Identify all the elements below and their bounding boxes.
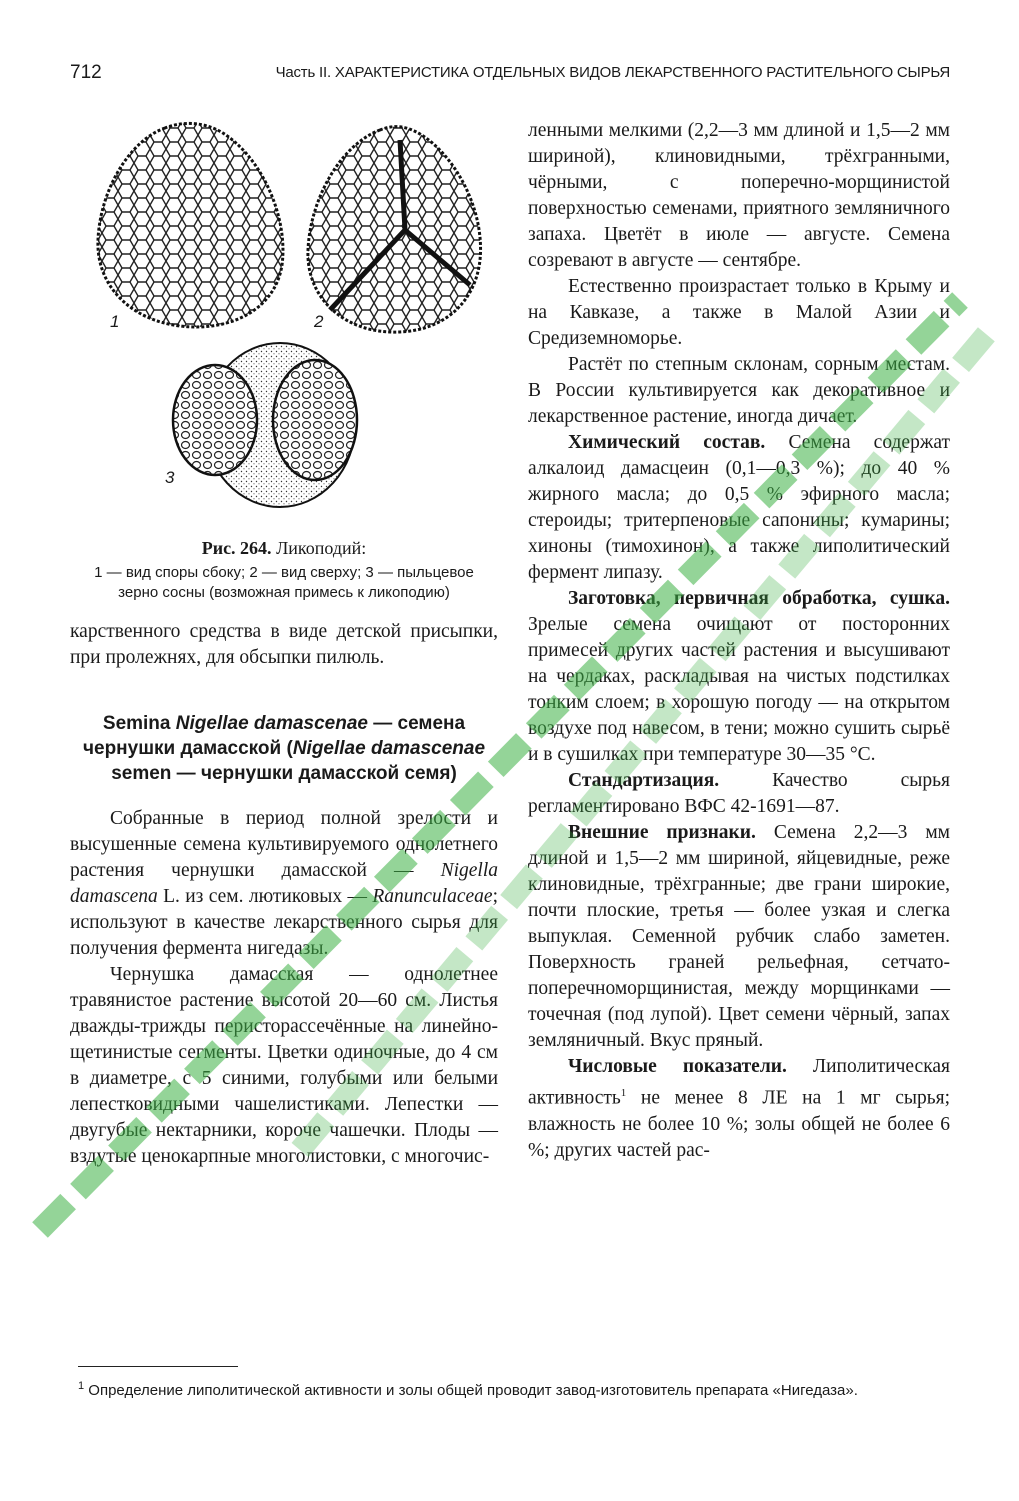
footnote-ref: 1 xyxy=(620,1087,627,1099)
page-header xyxy=(70,62,950,88)
figure-label-1: 1 xyxy=(110,312,120,331)
spore-top-view xyxy=(308,127,481,332)
heading-harvest: Заготовка, первичная обработка, сушка. xyxy=(568,588,950,609)
section-title: Semina Nigellae damascenae — семена чернушки дамасской (Nigellae damascenae semen — чернушки дамасской семя) xyxy=(82,713,486,784)
heading-chemistry: Химический состав. xyxy=(568,432,766,453)
paragraph-seeds: ленными мелкими (2,2—3 мм длиной и 1,5—2 мм шириной), клиновидными, трёхгранными, чёрными, с поперечно-морщинистой поверхностью семенами, приятного земляничного запаха. Цветёт в июле — августе. Семена созревают в августе — сентябре. xyxy=(528,120,950,271)
paragraph-description: Собранные в период полной зрелости и высушенные семена культивируемого однолетнего растения чернушки дамасской — Nigella damascena L. из сем. лютиковых — Ranunculaceae; используют в качестве лекарственного сырья для получения фермента нигедазы. xyxy=(70,808,498,959)
footnote xyxy=(78,1376,950,1401)
running-title: Часть II. ХАРАКТЕРИСТИКА ОТДЕЛЬНЫХ ВИДОВ ЛЕКАРСТВЕННОГО РАСТИТЕЛЬНОГО СЫРЬЯ xyxy=(275,64,950,81)
heading-numeric: Числовые показатели. xyxy=(568,1056,787,1077)
left-column xyxy=(70,100,498,1170)
footnote-rule xyxy=(78,1366,238,1367)
paragraph-harvest: Заготовка, первичная обработка, сушка. Зрелые семена очищают от посторонних примесей других частей растения и высушивают на чердаках, раскладывая на чистых подстилках тонким слоем; в хорошую погоду — на открытом воздухе под навесом, в тени; можно сушить сырьё и в сушилках при температуре 30—35 °C. xyxy=(528,588,950,765)
figure-label-2: 2 xyxy=(314,312,324,331)
heading-external: Внешние признаки. xyxy=(568,822,756,843)
caption-description: 1 — вид споры сбоку; 2 — вид сверху; 3 — пыльцевое зерно сосны (возможная примесь к ликоподию) xyxy=(94,564,474,601)
paragraph-habitat: Растёт по степным склонам, сорным местам. В России культивируется как декоративное и лекарственное растение, иногда дичает. xyxy=(528,354,950,427)
lycopodium-illustration xyxy=(70,100,498,530)
footnote-marker: 1 xyxy=(78,1380,85,1392)
footnote-text: Определение липолитической активности и золы общей проводит завод-изготовитель препарата «Нигедаза». xyxy=(84,1382,858,1399)
paragraph-numeric: Числовые показатели. Липолитическая активность$^1$ не менее 8 ЛЕ на 1 мг сырья; влажность не более 10 %; золы общей не более 6 %; других частей рас- xyxy=(528,1056,951,1161)
pollen-sac-right xyxy=(273,360,357,480)
paragraph-range: Естественно произрастает только в Крыму и на Кавказе, а также в Малой Азии и Средиземноморье. xyxy=(528,276,950,349)
figure-caption xyxy=(70,538,498,603)
page-number: 712 xyxy=(70,62,102,83)
continued-paragraph: карственного средства в виде детской присыпки, при пролежнях, для обсыпки пилюль. xyxy=(70,621,498,668)
paragraph-chemistry: Химический состав. Семена содержат алкалоид дамасцеин (0,1—0,3 %); до 40 % жирного масла; до 0,5 % эфирного масла; стероиды; тритерпеновые сапонины; кумарины; хиноны (тимохинон), а также липолитический фермент липазу. xyxy=(528,432,950,583)
figure-label-3: 3 xyxy=(165,468,175,487)
spore-side-view xyxy=(98,123,283,327)
caption-figure-title: Ликоподий: xyxy=(271,538,367,558)
caption-figure-number: Рис. 264. xyxy=(201,538,272,558)
paragraph-standardization: Стандартизация. Качество сырья регламентировано ВФС 42-1691—87. xyxy=(528,770,950,817)
right-column xyxy=(528,118,950,1164)
heading-standardization: Стандартизация. xyxy=(568,770,720,791)
pollen-sac-left xyxy=(173,365,257,475)
paragraph-plant: Чернушка дамасская — однолетнее травянистое растение высотой 20—60 см. Листья дважды-трижды перисторассечённые на линейно-щетинистые сегменты. Цветки одиночные, до 4 см в диаметре, с 5 синими, голубыми или белыми лепестковидными чашелистиками. Лепестки — двугубые нектарники, короче чашечки. Плоды — вздутые ценокарпные многолистовки, с многочис- xyxy=(70,964,498,1167)
paragraph-external: Внешние признаки. Семена 2,2—3 мм длиной и 1,5—2 мм шириной, яйцевидные, реже клиновидные, трёхгранные; две грани широкие, почти плоские, третья — более узкая и слегка выпуклая. Семенной рубчик слабо заметен. Поверхность граней рельефная, сетчато-поперечноморщинистая, между морщинками — точечная (под лупой). Цвет семени чёрный, запах земляничный. Вкус пряный. xyxy=(528,822,950,1051)
figure-lycopodium xyxy=(70,100,498,530)
